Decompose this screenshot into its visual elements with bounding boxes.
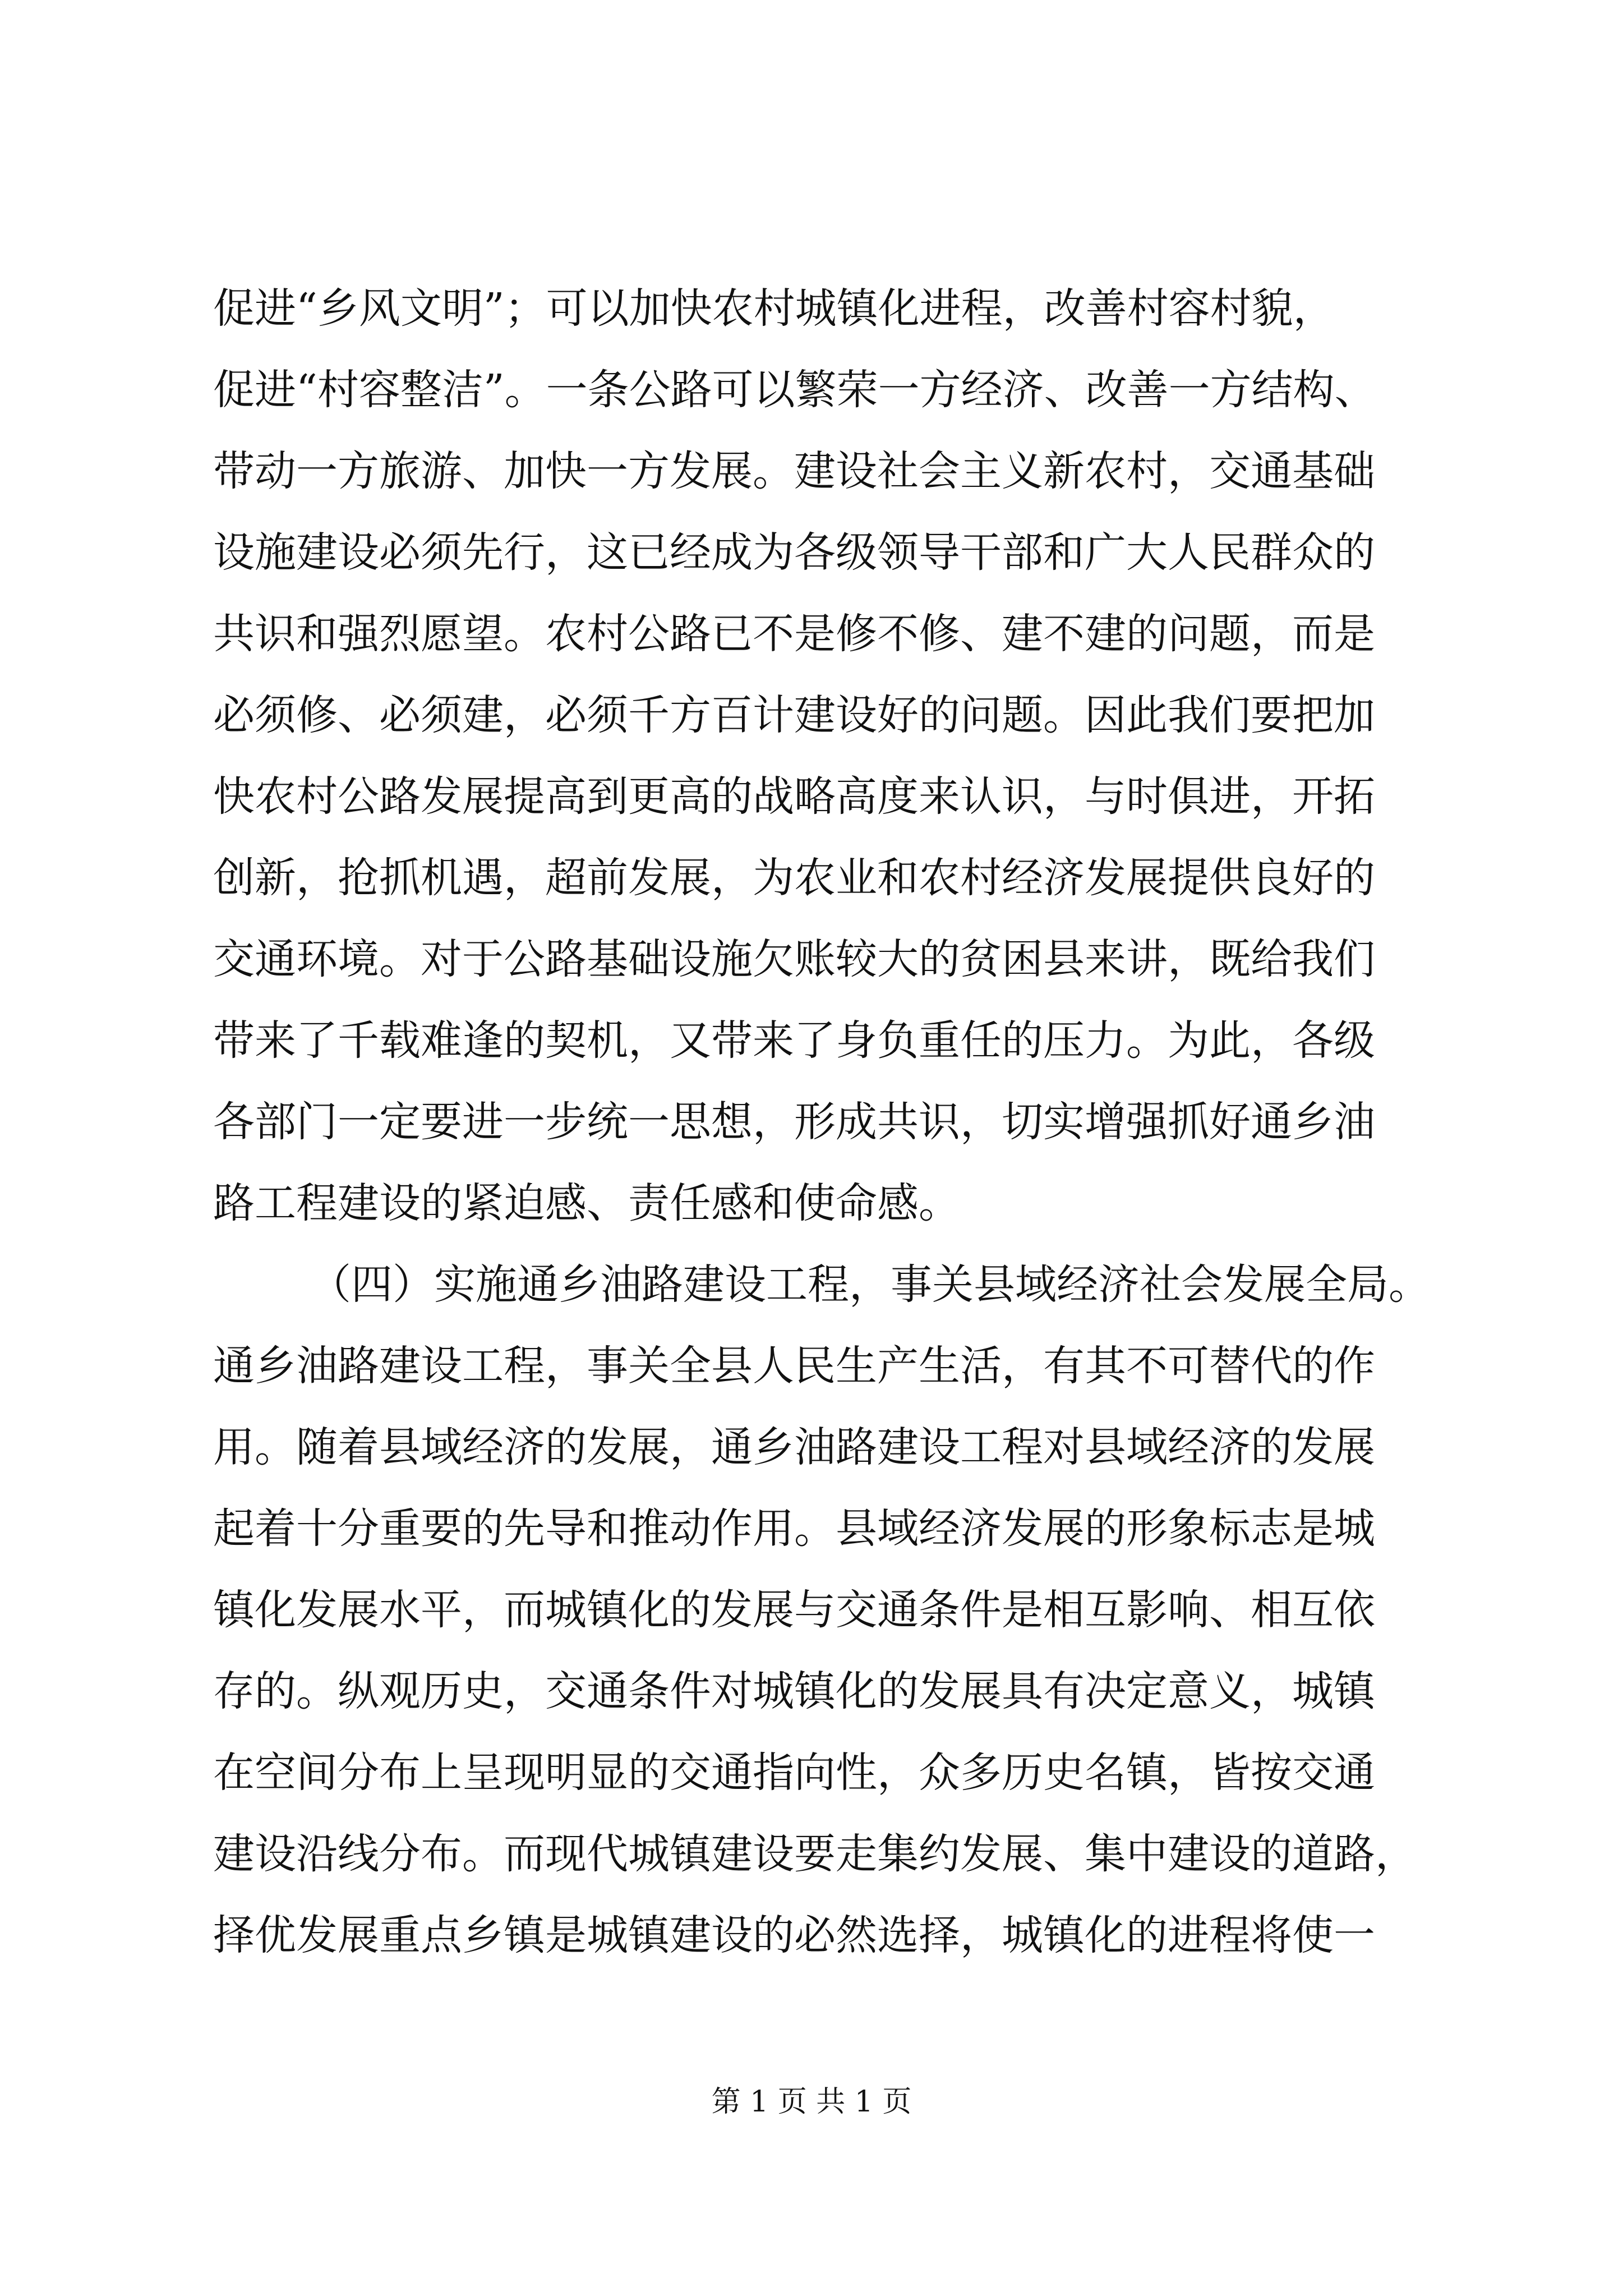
text-line: 存的。纵观历史，交通条件对城镇化的发展具有决定意义，城镇 xyxy=(213,1667,1375,1715)
text-line: 快农村公路发展提高到更高的战略高度来认识，与时俱进，开拓 xyxy=(213,772,1375,821)
text-line: 带来了千载难逢的契机，又带来了身负重任的压力。为此，各级 xyxy=(213,1016,1375,1065)
text-line: 择优发展重点乡镇是城镇建设的必然选择，城镇化的进程将使一 xyxy=(213,1911,1375,1959)
text-line: 创新，抢抓机遇，超前发展，为农业和农村经济发展提供良好的 xyxy=(213,854,1375,902)
text-line: 共识和强烈愿望。农村公路已不是修不修、建不建的问题，而是 xyxy=(213,610,1375,658)
text-line: 建设沿线分布。而现代城镇建设要走集约发展、集中建设的道路， xyxy=(213,1830,1417,1878)
text-line: 用。随着县域经济的发展，通乡油路建设工程对县域经济的发展 xyxy=(213,1423,1375,1471)
text-line: 路工程建设的紧迫感、责任感和使命感。 xyxy=(213,1179,960,1227)
text-line: 镇化发展水平，而城镇化的发展与交通条件是相互影响、相互依 xyxy=(213,1586,1375,1634)
text-line: 通乡油路建设工程，事关全县人民生产生活，有其不可替代的作 xyxy=(213,1342,1375,1390)
body-text xyxy=(213,268,1436,1976)
section-heading-line: （四）实施通乡油路建设工程，事关县域经济社会发展全局。 xyxy=(310,1260,1430,1309)
text-line: 在空间分布上呈现明显的交通指向性，众多历史名镇，皆按交通 xyxy=(213,1749,1375,1797)
text-line: 交通环境。对于公路基础设施欠账较大的贫困县来讲，既给我们 xyxy=(213,935,1375,983)
text-line: 促进“乡风文明”；可以加快农村城镇化进程，改善村容村貌， xyxy=(213,284,1335,333)
page-number-label: 第 1 页 共 1 页 xyxy=(711,2085,912,2119)
text-line: 起着十分重要的先导和推动作用。县域经济发展的形象标志是城 xyxy=(213,1504,1375,1553)
text-line: 带动一方旅游、加快一方发展。建设社会主义新农村，交通基础 xyxy=(213,447,1375,495)
text-line: 各部门一定要进一步统一思想，形成共识，切实增强抓好通乡油 xyxy=(213,1098,1375,1146)
text-line: 必须修、必须建，必须千方百计建设好的问题。因此我们要把加 xyxy=(213,691,1375,739)
text-line: 设施建设必须先行，这已经成为各级领导干部和广大人民群众的 xyxy=(213,528,1375,577)
text-line: 促进“村容整洁”。一条公路可以繁荣一方经济、改善一方结构、 xyxy=(213,366,1376,414)
page-footer xyxy=(0,2082,1623,2122)
